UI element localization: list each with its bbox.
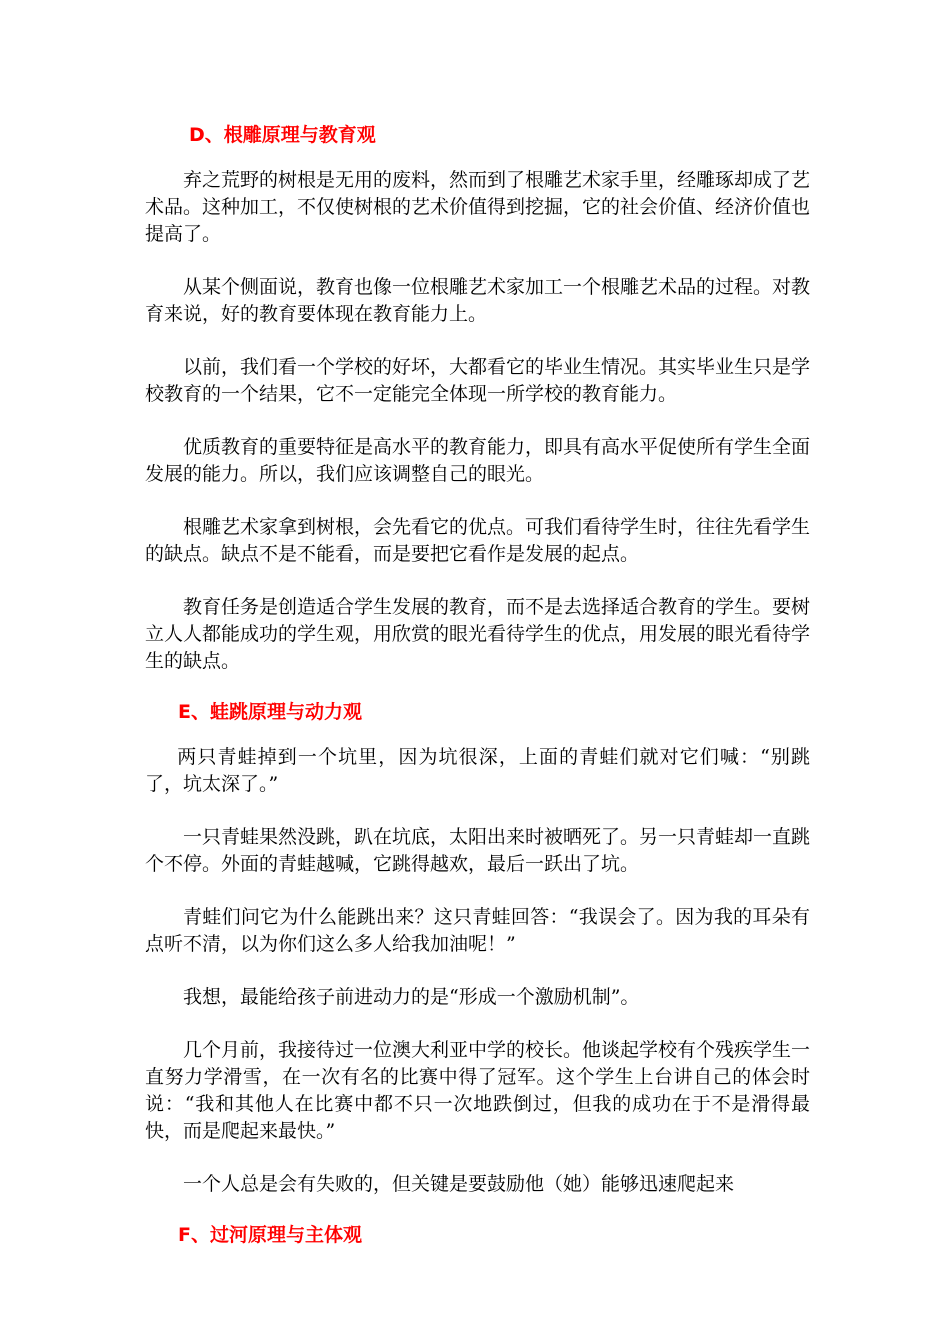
- paragraph-d-5: 根雕艺术家拿到树根，会先看它的优点。可我们看待学生时，往往先看学生的缺点。缺点不是不能看，而是要把它看作是发展的起点。: [145, 516, 811, 565]
- section-heading-d: D、根雕原理与教育观: [189, 124, 376, 146]
- section-heading-e: E、蛙跳原理与动力观: [178, 701, 362, 723]
- paragraph-e-1: 两只青蛙掉到一个坑里，因为坑很深，上面的青蛙们就对它们喊：“别跳了，坑太深了。”: [145, 746, 810, 795]
- section-heading-f: F、过河原理与主体观: [178, 1224, 362, 1246]
- paragraph-e-5: 几个月前，我接待过一位澳大利亚中学的校长。他谈起学校有个残疾学生一直努力学滑雪，在一次有名的比赛中得了冠军。这个学生上台讲自己的体会时说：“我和其他人在比赛中都不只一次地跌倒过，但我的成功在于不是滑得最快，而是爬起来最快。”: [145, 1039, 811, 1142]
- paragraph-d-2: 从某个侧面说，教育也像一位根雕艺术家加工一个根雕艺术品的过程。对教育来说，好的教育要体现在教育能力上。: [145, 276, 811, 325]
- paragraph-e-4: 我想，最能给孩子前进动力的是“形成一个激励机制”。: [183, 986, 640, 1008]
- paragraph-d-6: 教育任务是创造适合学生发展的教育，而不是去选择适合教育的学生。要树立人人都能成功的学生观，用欣赏的眼光看待学生的优点，用发展的眼光看待学生的缺点。: [145, 596, 811, 672]
- document-body: [145, 120, 810, 1250]
- paragraph-e-3: 青蛙们问它为什么能跳出来？这只青蛙回答：“我误会了。因为我的耳朵有点听不清，以为你们这么多人给我加油呢！”: [145, 906, 810, 955]
- paragraph-d-1: 弃之荒野的树根是无用的废料，然而到了根雕艺术家手里，经雕琢却成了艺术品。这种加工，不仅使树根的艺术价值得到挖掘，它的社会价值、经济价值也提高了。: [145, 169, 811, 245]
- paragraph-d-4: 优质教育的重要特征是高水平的教育能力，即具有高水平促使所有学生全面发展的能力。所以，我们应该调整自己的眼光。: [145, 436, 811, 485]
- paragraph-e-2: 一只青蛙果然没跳，趴在坑底，太阳出来时被晒死了。另一只青蛙却一直跳个不停。外面的青蛙越喊，它跳得越欢，最后一跃出了坑。: [145, 826, 811, 875]
- paragraph-d-3: 以前，我们看一个学校的好坏，大都看它的毕业生情况。其实毕业生只是学校教育的一个结果，它不一定能完全体现一所学校的教育能力。: [145, 356, 811, 405]
- paragraph-e-6: 一个人总是会有失败的，但关键是要鼓励他（她）能够迅速爬起来: [183, 1173, 735, 1195]
